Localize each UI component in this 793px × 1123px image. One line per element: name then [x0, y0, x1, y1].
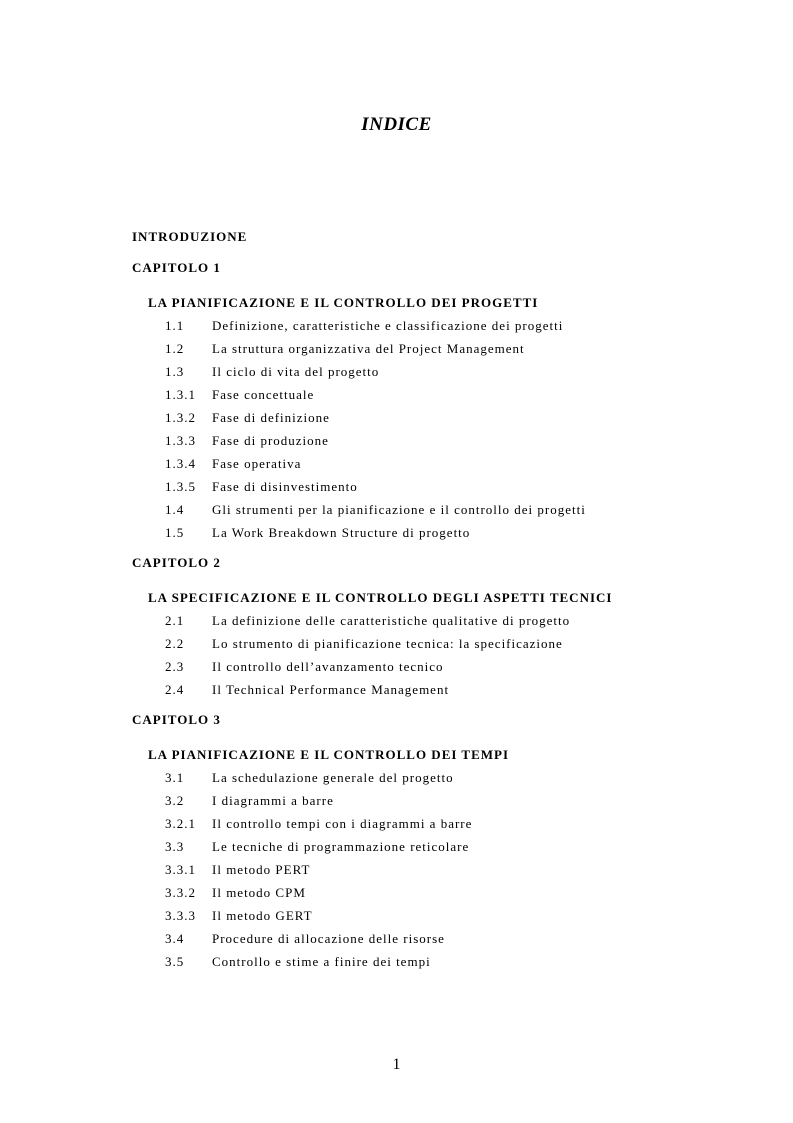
entry-number: 1.3.1: [165, 387, 196, 402]
entry-title: La struttura organizzativa del Project Management: [212, 341, 525, 356]
page-number: 1: [392, 1056, 401, 1073]
entry-number: 1.5: [165, 525, 185, 540]
toc-entry: [132, 812, 752, 835]
entry-number: 3.1: [165, 770, 185, 785]
entry-title: Il controllo tempi con i diagrammi a barre: [212, 816, 473, 831]
toc-entry: [132, 383, 752, 406]
table-of-contents: [132, 226, 752, 973]
toc-entry: [132, 632, 752, 655]
toc-entry: [132, 521, 752, 544]
toc-entry: [132, 904, 752, 927]
entry-number: 1.3.4: [165, 456, 196, 471]
entry-title: Le tecniche di programmazione reticolare: [212, 839, 470, 854]
entry-number: 3.4: [165, 931, 185, 946]
entry-title: La definizione delle caratteristiche qualitative di progetto: [212, 613, 571, 628]
toc-entry: [132, 406, 752, 429]
toc-entry: [132, 789, 752, 812]
entry-number: 3.3.3: [165, 908, 196, 923]
toc-entry: [132, 360, 752, 383]
entry-title: Definizione, caratteristiche e classificazione dei progetti: [212, 318, 564, 333]
toc-entry: [132, 475, 752, 498]
entry-title: Il ciclo di vita del progetto: [212, 364, 380, 379]
toc-entry: [132, 835, 752, 858]
entry-number: 3.3.2: [165, 885, 196, 900]
entry-title: Fase di disinvestimento: [212, 479, 358, 494]
chapter-heading: LA SPECIFICAZIONE E IL CONTROLLO DEGLI ASPETTI TECNICI: [148, 590, 613, 605]
entry-title: Il metodo PERT: [212, 862, 311, 877]
entry-title: Fase operativa: [212, 456, 302, 471]
entry-title: Lo strumento di pianificazione tecnica: la specificazione: [212, 636, 563, 651]
toc-entry: [132, 950, 752, 973]
toc-entry: [132, 337, 752, 360]
entry-number: 1.3.5: [165, 479, 196, 494]
entry-number: 2.2: [165, 636, 185, 651]
entry-number: 1.3.2: [165, 410, 196, 425]
chapter-label: CAPITOLO 1: [132, 260, 221, 275]
toc-entry: [132, 927, 752, 950]
chapter-label: CAPITOLO 2: [132, 555, 221, 570]
chapter-heading: LA PIANIFICAZIONE E IL CONTROLLO DEI PROGETTI: [148, 295, 539, 310]
toc-entry: [132, 429, 752, 452]
entry-title: Il metodo GERT: [212, 908, 313, 923]
entry-number: 3.5: [165, 954, 185, 969]
toc-entry: [132, 498, 752, 521]
entry-number: 2.4: [165, 682, 185, 697]
entry-number: 2.3: [165, 659, 185, 674]
toc-entry: [132, 766, 752, 789]
entry-title: Il controllo dell’avanzamento tecnico: [212, 659, 444, 674]
toc-entry: [132, 678, 752, 701]
entry-title: Gli strumenti per la pianificazione e il controllo dei progetti: [212, 502, 586, 517]
entry-number: 1.3: [165, 364, 185, 379]
entry-number: 1.2: [165, 341, 185, 356]
introduction-heading: INTRODUZIONE: [132, 229, 248, 244]
entry-title: Controllo e stime a finire dei tempi: [212, 954, 431, 969]
entry-title: Fase di produzione: [212, 433, 329, 448]
entry-number: 1.4: [165, 502, 185, 517]
toc-entry: [132, 858, 752, 881]
toc-entry: [132, 655, 752, 678]
toc-entry: [132, 609, 752, 632]
entry-title: La schedulazione generale del progetto: [212, 770, 454, 785]
chapter-heading: LA PIANIFICAZIONE E IL CONTROLLO DEI TEMPI: [148, 747, 510, 762]
entry-title: Il Technical Performance Management: [212, 682, 450, 697]
entry-number: 3.2.1: [165, 816, 196, 831]
entry-number: 3.3: [165, 839, 185, 854]
entry-title: Il metodo CPM: [212, 885, 306, 900]
toc-entry: [132, 452, 752, 475]
entry-title: Fase di definizione: [212, 410, 330, 425]
entry-title: La Work Breakdown Structure di progetto: [212, 525, 471, 540]
entry-number: 3.3.1: [165, 862, 196, 877]
chapter-label: CAPITOLO 3: [132, 712, 221, 727]
entry-title: Procedure di allocazione delle risorse: [212, 931, 445, 946]
toc-entry: [132, 314, 752, 337]
entry-number: 2.1: [165, 613, 185, 628]
entry-number: 1.1: [165, 318, 185, 333]
entry-number: 1.3.3: [165, 433, 196, 448]
entry-number: 3.2: [165, 793, 185, 808]
toc-entry: [132, 881, 752, 904]
entry-title: Fase concettuale: [212, 387, 315, 402]
entry-title: I diagrammi a barre: [212, 793, 334, 808]
page-title: INDICE: [361, 114, 432, 135]
